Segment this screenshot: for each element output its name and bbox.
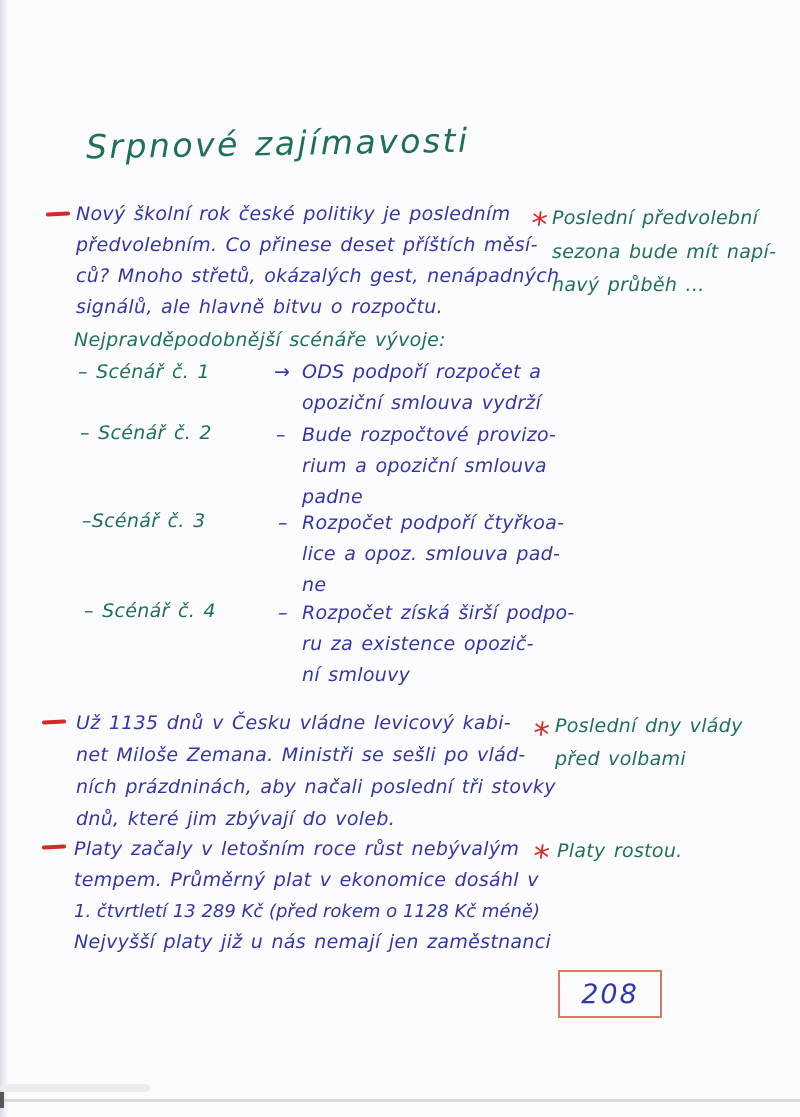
paragraph-3-line: Nejvyšší platy již u nás nemají jen zaměstnanci <box>74 931 552 953</box>
scenario-desc-line: lice a opoz. smlouva pad- <box>302 543 561 565</box>
page-number-box <box>558 970 662 1018</box>
scan-corner-mark <box>0 1092 4 1108</box>
scenario-desc-line: ODS podpoří rozpočet a <box>302 361 542 383</box>
scenario-intro: Nejpravděpodobnější scénáře vývoje: <box>74 329 446 351</box>
page-title: Srpnové zajímavosti <box>85 120 470 167</box>
annotation-3-line: Platy rostou. <box>557 840 683 862</box>
annotation-1-line: navý průběh ... <box>552 274 705 296</box>
paragraph-1-line: předvolebním. Co přinese deset příštích měsí- <box>76 234 538 256</box>
scenario-desc-line: Bude rozpočtové provizo- <box>302 424 557 446</box>
list-dash: – <box>78 361 88 383</box>
scenario-desc-line: ne <box>302 574 327 596</box>
paragraph-3-line: 1. čtvrtletí 13 289 Kč (před rokem o 1128 Kč méně) <box>74 901 540 922</box>
list-dash: – <box>84 600 94 622</box>
red-dash-marker <box>42 844 66 849</box>
list-dash: – <box>80 422 90 444</box>
asterisk-icon: * <box>530 714 552 754</box>
scenario-desc-line: Rozpočet získá širší podpo- <box>302 602 575 624</box>
scenario-desc-line: ru za existence opozič- <box>302 633 534 655</box>
scenario-desc-line: Rozpočet podpoří čtyřkoa- <box>302 512 565 534</box>
scenario-connector: → <box>274 361 291 383</box>
paragraph-2-line: Už 1135 dnů v Česku vládne levicový kabi- <box>76 712 511 734</box>
annotation-2-line: před volbami <box>555 748 686 770</box>
paragraph-1-line: signálů, ale hlavně bitvu o rozpočtu. <box>76 296 443 318</box>
paragraph-1-line: Nový školní rok české politiky je posledním <box>76 203 511 225</box>
scenario-label: – Scénář č. 1 <box>78 361 210 383</box>
scenario-desc-line: rium a opoziční smlouva <box>302 455 547 477</box>
scenario-label: – Scénář č. 4 <box>84 600 216 622</box>
paragraph-2-line: dnů, které jim zbývají do voleb. <box>76 808 396 830</box>
scenario-connector: – <box>276 424 286 446</box>
annotation-2-line: Poslední dny vlády <box>555 715 743 737</box>
asterisk-icon: * <box>530 837 552 877</box>
page-number: 208 <box>581 978 639 1010</box>
scenario-connector: – <box>278 512 288 534</box>
scenario-connector: – <box>278 602 288 624</box>
scenario-desc-line: ní smlouvy <box>302 664 411 686</box>
scenario-desc-line: padne <box>302 486 363 508</box>
annotation-1-line: sezona bude mít napí- <box>552 241 777 263</box>
scenario-label: – Scénář č. 2 <box>80 422 212 444</box>
scan-smudge <box>0 1084 150 1092</box>
scenario-label: –Scénář č. 3 <box>82 510 206 532</box>
paragraph-3-line: tempem. Průměrný plat v ekonomice dosáhl v <box>74 869 539 891</box>
annotation-1-line: Poslední předvolební <box>552 207 759 229</box>
asterisk-icon: * <box>528 204 550 244</box>
paragraph-1-line: ců? Mnoho střetů, okázalých gest, nenápadných <box>76 265 560 287</box>
paragraph-2-line: ních prázdninách, aby načali poslední tři stovky <box>76 776 556 798</box>
scenario-desc-line: opoziční smlouva vydrží <box>302 392 542 414</box>
paragraph-2-line: net Miloše Zemana. Ministři se sešli po vlád- <box>76 744 526 766</box>
paragraph-3-line: Platy začaly v letošním roce růst nebývalým <box>74 838 520 860</box>
scan-edge-shadow <box>0 1099 800 1102</box>
red-dash-marker <box>42 719 66 724</box>
red-dash-marker <box>46 211 70 216</box>
list-dash: – <box>82 510 92 532</box>
